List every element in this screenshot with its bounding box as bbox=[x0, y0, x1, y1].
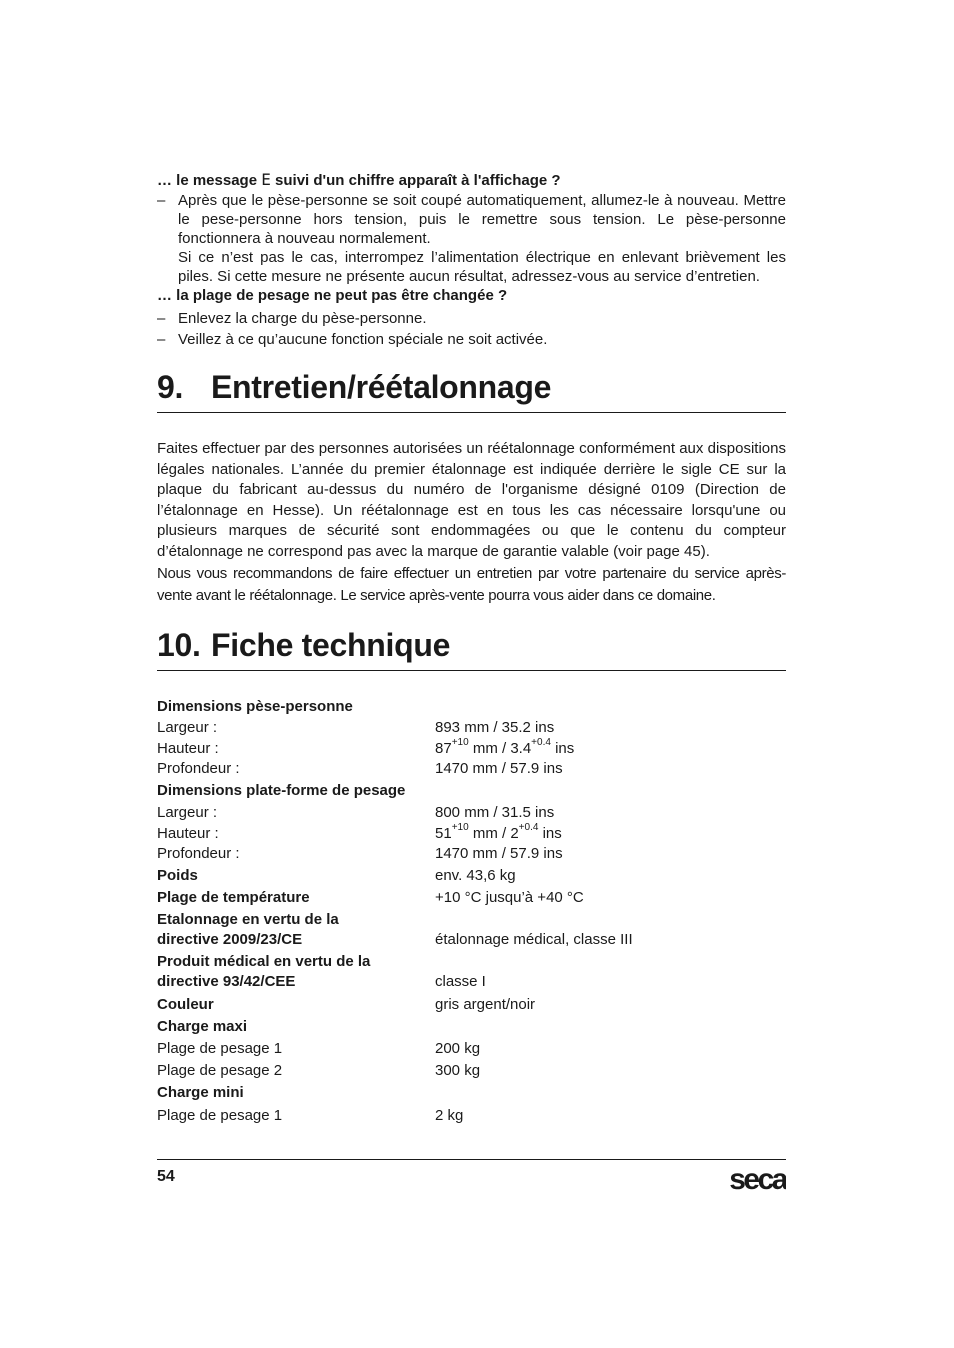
spec-row bbox=[157, 908, 786, 950]
spec-value bbox=[435, 823, 786, 844]
spec-value: 2 kg bbox=[435, 1107, 464, 1124]
spec-label bbox=[157, 908, 435, 950]
faq-question-error-message bbox=[157, 170, 786, 191]
seca-logo bbox=[720, 1160, 786, 1194]
spec-group-label: Dimensions plate-forme de pesage bbox=[157, 782, 406, 799]
spec-label: Hauteur : bbox=[157, 825, 219, 842]
spec-value: étalonnage médical, classe III bbox=[435, 931, 633, 948]
spec-label: Largeur : bbox=[157, 804, 218, 821]
spec-value: 1470 mm / 57.9 ins bbox=[435, 760, 563, 777]
spec-row bbox=[157, 717, 786, 738]
faq-answer-error-message bbox=[157, 191, 786, 286]
spec-value: 200 kg bbox=[435, 1040, 481, 1057]
dash-bullet: – bbox=[157, 331, 166, 348]
section-title: Entretien/réétalonnage bbox=[211, 369, 552, 405]
logo-text: seca bbox=[729, 1163, 786, 1194]
spec-group-label: Charge mini bbox=[157, 1084, 244, 1101]
label-line: directive 93/42/CEE bbox=[157, 973, 296, 990]
spec-group-label: Dimensions pèse-personne bbox=[157, 698, 353, 715]
tolerance-superscript: +10 bbox=[451, 822, 469, 833]
value-part: 51 bbox=[435, 825, 452, 842]
answer-paragraph: Si ce n’est pas le cas, interrompez l’alimentation électrique en enlevant brièvement les piles. Si cette mesure ne présente aucun résultat, adressez-vous au service d’entretien. bbox=[178, 249, 786, 285]
label-line: Etalonnage en vertu de la bbox=[157, 911, 339, 928]
spec-value: 893 mm / 35.2 ins bbox=[435, 719, 555, 736]
section-title: Fiche technique bbox=[211, 627, 451, 663]
spec-group-header bbox=[157, 779, 786, 801]
spec-group-header bbox=[157, 695, 786, 717]
spec-value: 300 kg bbox=[435, 1062, 481, 1079]
value-part: ins bbox=[538, 825, 562, 842]
spec-group-header bbox=[157, 1015, 786, 1037]
question-suffix: suivi d'un chiffre apparaît à l'affichage ? bbox=[275, 172, 561, 189]
section-number: 9. bbox=[157, 369, 184, 405]
dash-bullet: – bbox=[157, 310, 166, 327]
spec-row bbox=[157, 864, 786, 886]
section-heading-technical-data bbox=[157, 625, 786, 671]
technical-data-table bbox=[157, 695, 786, 1126]
page-footer bbox=[157, 1159, 786, 1194]
question-prefix: … le message bbox=[157, 172, 258, 189]
maintenance-paragraph: Nous vous recommandons de faire effectuer un entretien par votre partenaire du service après-vente avant le réétalonnage. Le service après-vente pourra vous aider dans ce domaine. bbox=[157, 565, 786, 604]
value-part: mm / 3.4 bbox=[468, 740, 532, 757]
spec-value: env. 43,6 kg bbox=[435, 867, 516, 884]
spec-label: Hauteur : bbox=[157, 740, 219, 757]
spec-row bbox=[157, 801, 786, 823]
answer-text: Veillez à ce qu’aucune fonction spéciale ne soit activée. bbox=[178, 331, 548, 348]
spec-label: Plage de température bbox=[157, 889, 310, 906]
spec-row bbox=[157, 738, 786, 759]
value-part: 87 bbox=[435, 740, 452, 757]
maintenance-paragraph: Faites effectuer par des personnes autorisées un réétalonnage conformément aux dispositions légales nationales. L’année du premier étalonnage est indiquée derrière le sigle CE sur la plaque du fabricant au-dessus du numéro de l'organisme désigné 0109 (Direction de l’étalonnage en Hesse). Un réétalonnage est en tous les cas nécessaire lorsqu'une ou plusieurs marques de sécurité sont endommagées ou que le contenu du compteur d’étalonnage ne correspond pas avec la marque de garantie valable (voir page 45). bbox=[157, 440, 786, 560]
spec-group-header bbox=[157, 1081, 786, 1103]
answer-text: Enlevez la charge du pèse-personne. bbox=[178, 310, 427, 327]
spec-row bbox=[157, 992, 786, 1015]
faq-question-weighing-range: … la plage de pesage ne peut pas être changée ? bbox=[157, 287, 508, 304]
spec-row bbox=[157, 759, 786, 779]
spec-row bbox=[157, 823, 786, 844]
spec-value: 800 mm / 31.5 ins bbox=[435, 804, 555, 821]
section-heading-maintenance bbox=[157, 367, 786, 413]
spec-label: Largeur : bbox=[157, 719, 218, 736]
section-number: 10. bbox=[157, 627, 201, 663]
value-part: ins bbox=[550, 740, 575, 757]
spec-value: classe I bbox=[435, 973, 486, 990]
faq-answer-item bbox=[157, 330, 786, 349]
dash-bullet: – bbox=[157, 192, 166, 209]
spec-row bbox=[157, 844, 786, 864]
spec-value: gris argent/noir bbox=[435, 996, 536, 1013]
spec-row bbox=[157, 1037, 786, 1059]
spec-value: +10 °C jusqu’à +40 °C bbox=[435, 889, 584, 906]
spec-value: 1470 mm / 57.9 ins bbox=[435, 845, 563, 862]
label-line: directive 2009/23/CE bbox=[157, 931, 303, 948]
spec-row bbox=[157, 950, 786, 992]
spec-label: Couleur bbox=[157, 996, 214, 1013]
page-number: 54 bbox=[157, 1168, 175, 1185]
spec-label: Profondeur : bbox=[157, 760, 240, 777]
spec-row bbox=[157, 1103, 786, 1126]
spec-label: Poids bbox=[157, 867, 198, 884]
spec-label: Profondeur : bbox=[157, 845, 240, 862]
faq-answer-item bbox=[157, 309, 786, 328]
spec-row bbox=[157, 1059, 786, 1081]
value-part: mm / 2 bbox=[468, 825, 519, 842]
spec-value bbox=[435, 738, 786, 759]
tolerance-superscript: +10 bbox=[451, 737, 469, 748]
tolerance-superscript: +0.4 bbox=[531, 737, 551, 748]
answer-paragraph: Après que le pèse-personne se soit coupé automatiquement, allumez-le à nouveau. Mettre le pese-personne hors tension, puis le remettre sous tension. Le pèse-personne fonctionnera à nouveau normalement. bbox=[178, 192, 786, 247]
page-content bbox=[157, 170, 786, 1126]
spec-label: Plage de pesage 1 bbox=[157, 1040, 283, 1057]
spec-label bbox=[157, 950, 435, 992]
label-line: Produit médical en vertu de la bbox=[157, 953, 371, 970]
tolerance-superscript: +0.4 bbox=[518, 822, 539, 833]
spec-group-label: Charge maxi bbox=[157, 1018, 248, 1035]
spec-label: Plage de pesage 2 bbox=[157, 1062, 283, 1079]
spec-row bbox=[157, 886, 786, 908]
error-symbol: E bbox=[261, 170, 271, 189]
spec-label: Plage de pesage 1 bbox=[157, 1107, 283, 1124]
